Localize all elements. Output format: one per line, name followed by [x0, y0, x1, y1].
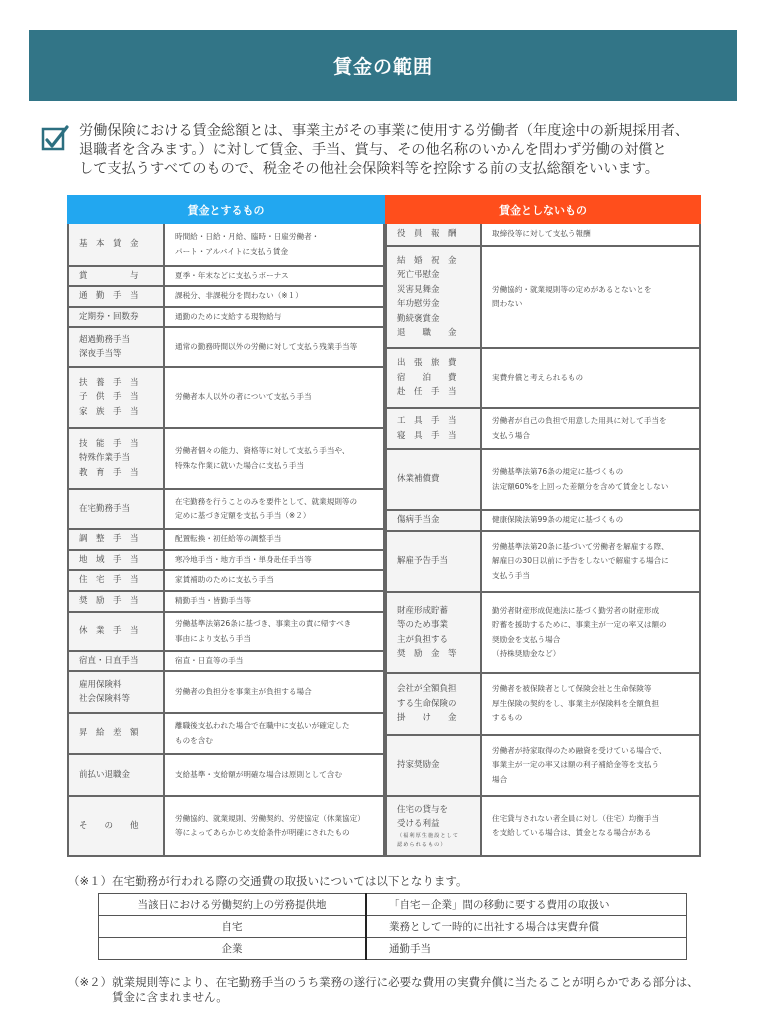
row-description-line: 課税分、非課税分を問わない（※１）	[175, 291, 303, 301]
row-description-line: 奨励金を支払う場合	[492, 634, 561, 644]
row-label-note: （福利厚生施設として	[397, 832, 459, 839]
row-label-line: 退 職 金	[397, 328, 457, 338]
row-description-line: （持株奨励金など）	[492, 649, 561, 658]
table-row	[387, 530, 699, 591]
table-row	[69, 549, 383, 569]
row-label	[69, 592, 165, 611]
footnote-1: （※１）在宅勤務が行われる際の交通費の取扱いについては以下となります。	[68, 874, 468, 888]
row-label-line: 年功慰労金	[397, 299, 440, 309]
row-label	[69, 308, 165, 326]
row-description-line: 通常の勤務時間以外の労働に対して支払う残業手当等	[175, 341, 358, 351]
row-description-line: 労働者が持家取得のため融資を受けている場合で、	[492, 745, 667, 755]
row-label	[387, 736, 482, 795]
row-description-line: 家賃補助のために支払う手当	[175, 575, 274, 585]
table-row	[387, 672, 699, 734]
row-label	[387, 532, 482, 591]
table-row	[99, 916, 687, 938]
row-description-line: 場合	[492, 774, 508, 784]
row-label-line: 定期券・回数券	[79, 311, 139, 322]
intro-line: して支払うすべてのもので、税金その他社会保険料等を控除する前の支払総額をいいます。	[79, 161, 659, 177]
page-title: 賃金の範囲	[332, 56, 433, 78]
table-cell: 通勤手当	[366, 938, 687, 960]
row-description	[165, 267, 383, 285]
row-description-line: 貯蓄を援助するために、事業主が一定の率又は額の	[492, 620, 667, 629]
row-label-line: 奨 励 金 等	[397, 649, 457, 659]
row-label-line: 宿 泊 費	[397, 372, 457, 383]
row-label	[387, 409, 482, 448]
wage-table-header: 賃金とするもの	[67, 195, 385, 224]
row-description-line: するもの	[492, 713, 523, 723]
row-description-line: 実費弁償と考えられるもの	[492, 372, 584, 382]
row-label	[387, 511, 482, 530]
row-label-line: 賞 与	[79, 270, 139, 281]
row-label-line: 深夜手当等	[79, 349, 122, 359]
table-cell: 自宅	[99, 916, 367, 938]
row-label-line: 災害見舞金	[397, 284, 440, 295]
table-row	[387, 347, 699, 407]
row-description-line: 寒冷地手当・地方手当・単身赴任手当等	[175, 554, 312, 564]
row-label-line: 子 供 手 当	[79, 392, 139, 403]
non-wage-table-header: 賃金としないもの	[385, 195, 701, 224]
row-description-line: 健康保険法第99条の規定に基づくもの	[492, 515, 624, 525]
row-label	[387, 224, 482, 245]
table-header-cell: 当該日における労働契約上の労務提供地	[99, 894, 367, 916]
row-description-line: 精勤手当・皆勤手当等	[175, 596, 251, 606]
row-label	[69, 224, 165, 265]
row-description-line: 住宅貸与されない者全員に対し（住宅）均衡手当	[492, 813, 660, 823]
row-description-line: 厚生保険の契約をし、事業主が保険料を全額負担	[492, 698, 660, 708]
row-description	[165, 571, 383, 590]
row-description	[165, 592, 383, 611]
row-label	[387, 349, 482, 407]
row-description-line: 労働協約、就業規則、労働契約、労使協定（休業協定）	[175, 813, 365, 823]
wage-table	[67, 195, 385, 857]
row-description	[165, 530, 383, 549]
row-label-line: 宿直・日直手当	[79, 655, 139, 666]
table-row	[387, 734, 699, 795]
row-label	[387, 450, 482, 509]
row-description	[165, 490, 383, 528]
row-label-line: 住宅の貸与を	[397, 804, 449, 815]
checkbox-checked-icon	[41, 125, 69, 153]
row-description-line: ものを含む	[175, 735, 213, 745]
table-row	[387, 448, 699, 509]
row-label	[69, 328, 165, 366]
non-wage-table-rows	[385, 224, 701, 857]
row-label	[69, 613, 165, 650]
row-description-line: パート・アルバイトに支払う賃金	[175, 246, 289, 256]
table-row	[387, 407, 699, 448]
wage-table-rows	[67, 224, 385, 857]
row-label	[69, 797, 165, 855]
row-label-line: 結 婚 祝 金	[397, 255, 457, 266]
row-label-line: 技 能 手 当	[79, 438, 139, 449]
row-description-line: 離職後支払われた場合で在職中に支払いが確定した	[175, 721, 350, 730]
row-label-line: 調 整 手 当	[79, 534, 139, 545]
row-label-line: 財産形成貯蓄	[397, 605, 449, 616]
row-label-line: 持家奨励金	[397, 760, 440, 771]
row-description-line: 等によってあらかじめ支給条件が明確にされたもの	[175, 828, 350, 837]
row-description-line: 支給基準・支給額が明確な場合は原則として含む	[175, 769, 343, 779]
row-label-line: 家 族 手 当	[79, 406, 139, 417]
table-row	[69, 528, 383, 549]
row-label	[69, 429, 165, 488]
row-description	[165, 714, 383, 753]
table-row	[69, 753, 383, 795]
row-description-line: 取締役等に対して支払う報酬	[492, 229, 591, 239]
footnote-2	[68, 975, 728, 1005]
row-label-line: 前払い退職金	[79, 769, 131, 780]
table-row	[69, 590, 383, 611]
row-description	[165, 429, 383, 488]
row-description-line: 労働者の負担分を事業主が負担する場合	[175, 686, 312, 696]
row-label-line: そ の 他	[79, 820, 139, 831]
row-label-line: 等のため事業	[397, 620, 449, 630]
row-label-line: 主が負担する	[397, 634, 449, 645]
row-description-line: 労働者個々の能力、資格等に対して支払う手当や、	[175, 446, 350, 455]
row-description	[165, 287, 383, 306]
row-description	[482, 349, 699, 407]
table-row	[69, 569, 383, 590]
row-label	[69, 368, 165, 427]
table-row	[387, 795, 699, 855]
row-label	[387, 797, 482, 855]
row-description-line: 在宅勤務を行うことのみを要件として、就業規則等の	[175, 496, 358, 506]
row-label-line: 工 具 手 当	[397, 416, 457, 426]
row-label	[69, 530, 165, 549]
row-description	[165, 328, 383, 366]
row-description	[165, 224, 383, 265]
table-row	[387, 245, 699, 347]
row-label-line: 出 張 旅 費	[397, 358, 457, 369]
row-description	[482, 674, 699, 734]
row-label	[69, 652, 165, 670]
row-label-line: 地 域 手 当	[79, 554, 139, 565]
row-description-line: 夏季・年末などに支払うボーナス	[175, 270, 289, 280]
table-row	[69, 224, 383, 265]
row-label-line: 教 育 手 当	[79, 467, 139, 478]
row-label-line: 傷病手当金	[397, 515, 440, 526]
row-description-line: 宿直・日直等の手当	[175, 655, 244, 665]
row-description-line: 配置転換・初任給等の調整手当	[175, 534, 282, 544]
intro-text	[79, 122, 739, 179]
row-description	[165, 551, 383, 569]
row-description	[482, 736, 699, 795]
table-row	[69, 795, 383, 855]
row-description	[482, 450, 699, 509]
row-label-line: 死亡弔慰金	[397, 270, 440, 280]
row-label	[69, 267, 165, 285]
row-label-line: 扶 養 手 当	[79, 377, 139, 388]
row-description-line: 解雇日の30日以前に予告をしないで解雇する場合に	[492, 556, 669, 566]
row-description-line: 労働者を被保険者として保険会社と生命保険等	[492, 684, 652, 694]
row-description	[482, 797, 699, 855]
row-label-line: 赴 任 手 当	[397, 387, 457, 398]
row-label-line: 在宅勤務手当	[79, 503, 131, 514]
row-description	[165, 672, 383, 712]
row-label-line: 役 員 報 酬	[397, 229, 457, 240]
row-description	[482, 593, 699, 672]
row-description-line: 法定額60%を上回った差額分を含めて賃金としない	[492, 481, 669, 491]
row-label-line: 会社が全額負担	[397, 684, 457, 695]
commute-cost-table	[98, 893, 687, 960]
footnote-2-line: （※２）就業規則等により、在宅勤務手当のうち業務の遂行に必要な費用の実費弁償に当たることが明らかである部分は、	[68, 975, 699, 989]
table-row	[387, 591, 699, 672]
footnote-2-line: 賃金に含まれません。	[112, 990, 228, 1004]
row-description	[165, 652, 383, 670]
row-description-line: 通勤のために支給する現物給与	[175, 311, 282, 321]
table-row	[69, 326, 383, 366]
row-label-line: 勤続褒賞金	[397, 313, 440, 324]
row-label	[387, 674, 482, 734]
row-description-line: 労働基準法第20条に基づいて労働者を解雇する際、	[492, 541, 669, 551]
row-label-line: 奨 励 手 当	[79, 596, 139, 607]
row-label-note: 認められるもの）	[397, 841, 447, 848]
row-description	[482, 532, 699, 591]
row-label-line: 特殊作業手当	[79, 453, 131, 464]
row-label	[69, 490, 165, 528]
table-row	[69, 306, 383, 326]
row-description-line: 事由により支払う手当	[175, 633, 251, 643]
table-row	[69, 366, 383, 427]
row-description	[165, 755, 383, 795]
row-description-line: 支払う手当	[492, 570, 530, 580]
row-description-line: 問わない	[492, 299, 523, 308]
row-label	[69, 571, 165, 590]
row-description-line: 定めに基づき定額を支払う手当（※２）	[175, 511, 311, 520]
row-description-line: 労働基準法第26条に基づき、事業主の責に帰すべき	[175, 619, 352, 628]
row-label-line: 寝 具 手 当	[397, 430, 457, 441]
table-cell: 企業	[99, 938, 367, 960]
row-label-line: 住 宅 手 当	[79, 575, 139, 586]
row-label-line: 昇 給 差 額	[79, 728, 139, 739]
table-row	[69, 611, 383, 650]
row-description-line: 労働基準法第76条の規定に基づくもの	[492, 467, 624, 476]
non-wage-table	[385, 195, 701, 857]
intro-line: 退職者を含みます。）に対して賃金、手当、賞与、その他名称のいかんを問わず労働の対償と	[79, 142, 667, 158]
row-description	[165, 797, 383, 855]
row-label-line: 休 業 手 当	[79, 626, 139, 637]
row-label-line: する生命保険の	[397, 698, 457, 709]
row-label-line: 超過勤務手当	[79, 334, 131, 345]
intro-line: 労働保険における賃金総額とは、事業主がその事業に使用する労働者（年度途中の新規採用者、	[79, 123, 690, 139]
row-description-line: 特殊な作業に就いた場合に支払う手当	[175, 460, 305, 470]
row-label-line: 通 勤 手 当	[79, 291, 139, 302]
row-description-line: 支払う場合	[492, 430, 530, 440]
table-row	[69, 712, 383, 753]
table-row	[69, 650, 383, 670]
row-label-line: 休業補償費	[397, 474, 440, 485]
table-row	[69, 285, 383, 306]
row-description	[482, 224, 699, 245]
row-description	[165, 308, 383, 326]
row-label	[387, 247, 482, 347]
row-label	[69, 287, 165, 306]
row-description	[482, 511, 699, 530]
row-label-line: 基 本 賃 金	[79, 239, 139, 250]
row-description-line: 労働協約・就業規則等の定めがあるとないとを	[492, 284, 652, 294]
row-description	[482, 247, 699, 347]
table-row	[69, 265, 383, 285]
table-row	[69, 670, 383, 712]
row-label-line: 解雇予告手当	[397, 556, 449, 567]
row-label	[69, 714, 165, 753]
table-row	[99, 938, 687, 960]
row-description-line: 勤労者財産形成促進法に基づく勤労者の財産形成	[492, 605, 660, 615]
row-description-line: 事業主が一定の率又は額の利子補給金等を支払う	[492, 760, 660, 770]
table-row	[99, 894, 687, 916]
title-banner	[29, 30, 737, 101]
row-description	[165, 613, 383, 650]
row-label	[69, 672, 165, 712]
row-label	[69, 755, 165, 795]
row-description-line: 時間給・日給・月給、臨時・日雇労働者・	[175, 232, 320, 241]
table-cell: 業務として一時的に出社する場合は実費弁償	[366, 916, 687, 938]
table-row	[387, 224, 699, 245]
row-description	[165, 368, 383, 427]
table-header-cell: 「自宅－企業」間の移動に要する費用の取扱い	[366, 894, 687, 916]
table-row	[69, 488, 383, 528]
row-label-line: 掛 け 金	[397, 713, 457, 724]
row-label-line: 受ける利益	[397, 819, 440, 829]
table-row	[387, 509, 699, 530]
row-label-line: 社会保険料等	[79, 694, 131, 704]
row-label	[69, 551, 165, 569]
row-label-line: 雇用保険料	[79, 679, 122, 690]
row-description-line: を支給している場合は、賃金となる場合がある	[492, 828, 652, 837]
table-row	[69, 427, 383, 488]
row-label	[387, 593, 482, 672]
row-description	[482, 409, 699, 448]
row-description-line: 労働者が自己の負担で用意した用具に対して手当を	[492, 416, 667, 425]
row-description-line: 労働者本人以外の者について支払う手当	[175, 392, 312, 402]
